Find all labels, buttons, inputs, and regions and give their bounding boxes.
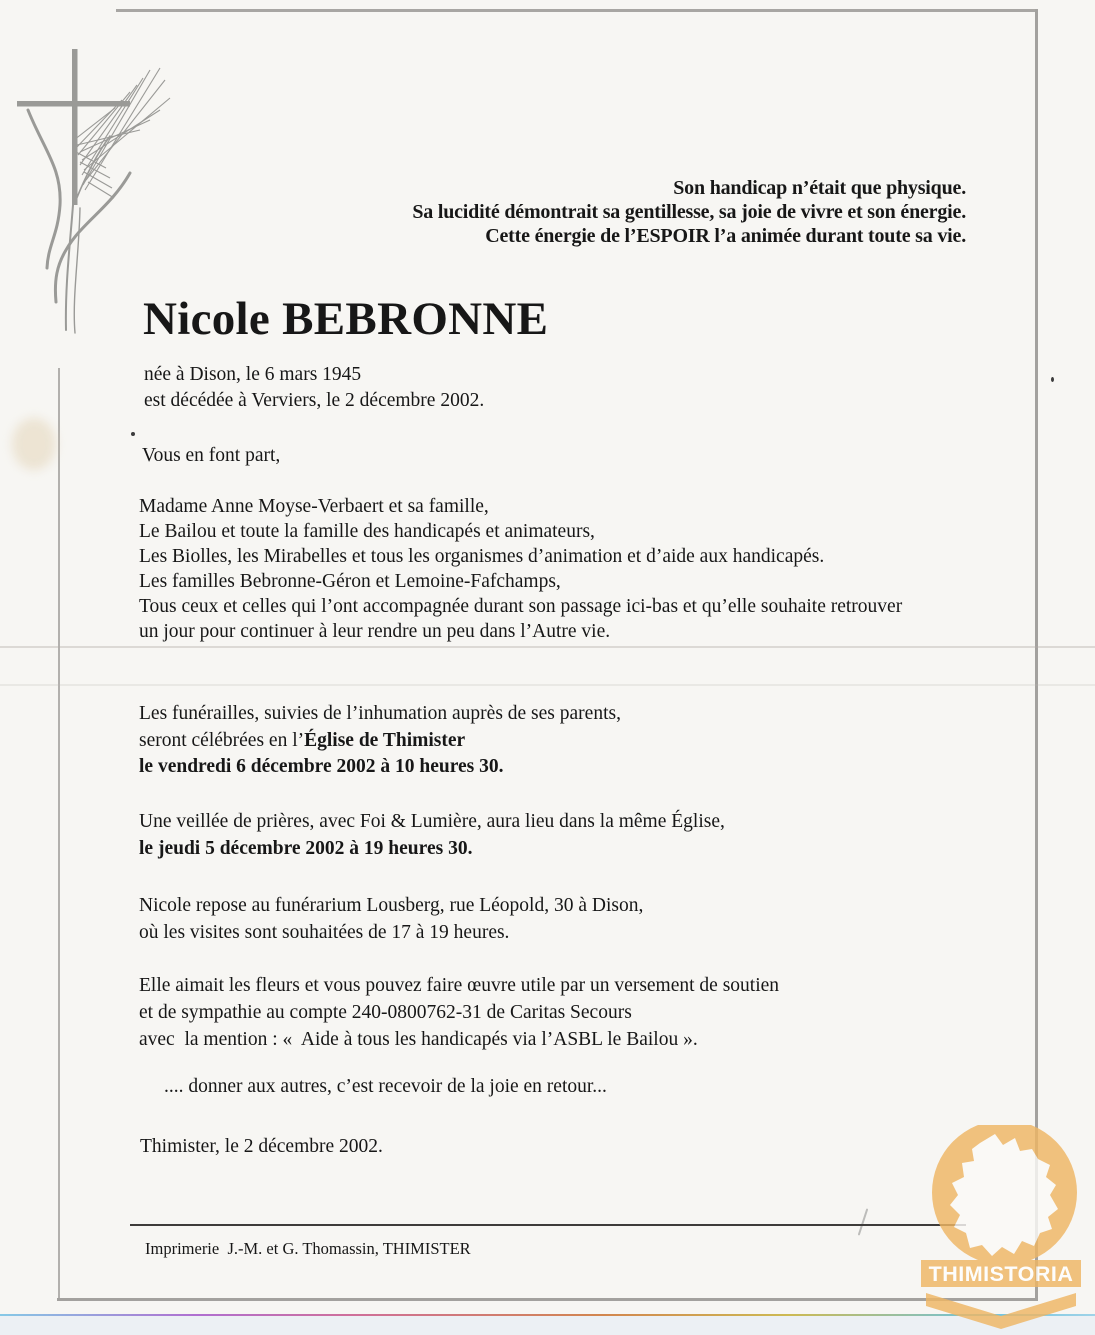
donation-line: et de sympathie au compte 240-0800762-31 de Caritas Secours bbox=[139, 1001, 632, 1023]
funeral-line-regular: seront célébrées en l’ bbox=[139, 729, 305, 751]
mourner-line: Le Bailou et toute la famille des handicapés et animateurs, bbox=[139, 521, 595, 542]
quote-line: Cette énergie de l’ESPOIR l’a animée durant toute sa vie. bbox=[485, 225, 966, 247]
vigil-details bbox=[139, 808, 725, 862]
mourner-line: Tous ceux et celles qui l’ont accompagnée durant son passage ici-bas et qu’elle souhaite retrouver bbox=[139, 596, 903, 617]
footer-divider bbox=[130, 1224, 966, 1226]
card-bottom-edge bbox=[57, 1298, 1038, 1301]
closing-quote: .... donner aux autres, c’est recevoir de la joie en retour... bbox=[164, 1076, 607, 1097]
card-left-edge bbox=[58, 368, 60, 1298]
card-right-edge bbox=[1035, 9, 1038, 1301]
quote-line: Son handicap n’était que physique. bbox=[673, 177, 966, 199]
repose-line: Nicole repose au funérarium Lousberg, rue Léopold, 30 à Dison, bbox=[139, 895, 644, 916]
place-dateline: Thimister, le 2 décembre 2002. bbox=[140, 1136, 383, 1157]
mourner-line: Les familles Bebronne-Géron et Lemoine-Fafchamps, bbox=[139, 571, 561, 592]
vigil-date-bold: le jeudi 5 décembre 2002 à 19 heures 30. bbox=[139, 838, 473, 859]
vigil-line: Une veillée de prières, avec Foi & Lumière, aura lieu dans la même Église, bbox=[139, 811, 725, 832]
donation-line: avec la mention : « Aide à tous les handicapés via l’ASBL le Bailou ». bbox=[139, 1028, 698, 1050]
open-book-icon bbox=[926, 1293, 1076, 1329]
funeral-date-bold: le vendredi 6 décembre 2002 à 10 heures 30. bbox=[139, 756, 504, 777]
funeral-details bbox=[139, 701, 621, 781]
donation-line: Elle aimait les fleurs et vous pouvez faire œuvre utile par un versement de soutien bbox=[139, 975, 780, 996]
mourner-line: Madame Anne Moyse-Verbaert et sa famille, bbox=[139, 496, 489, 517]
ink-speck bbox=[1051, 377, 1054, 382]
paper-stain bbox=[12, 418, 56, 470]
funeral-line bbox=[139, 728, 621, 755]
repose-details bbox=[139, 893, 643, 947]
vital-dates bbox=[144, 362, 484, 414]
card-top-edge bbox=[116, 9, 1038, 12]
mourner-line: un jour pour continuer à leur rendre un peu dans l’Autre vie. bbox=[139, 621, 611, 642]
announcement-intro: Vous en font part, bbox=[142, 445, 281, 466]
birth-line: née à Dison, le 6 mars 1945 bbox=[144, 364, 362, 385]
deceased-name: Nicole BEBRONNE bbox=[143, 293, 549, 345]
watermark-label: THIMISTORIA bbox=[928, 1262, 1074, 1286]
death-line: est décédée à Verviers, le 2 décembre 2002. bbox=[144, 390, 485, 411]
thimistoria-watermark bbox=[920, 1125, 1082, 1335]
funeral-church-bold: Église de Thimister bbox=[304, 729, 466, 751]
quote-line: Sa lucidité démontrait sa gentillesse, sa joie de vivre et son énergie. bbox=[412, 201, 966, 223]
ink-speck bbox=[131, 432, 135, 436]
fold-crease bbox=[0, 684, 1095, 686]
donation-details bbox=[139, 973, 779, 1053]
scan-scratch-mark bbox=[858, 1208, 869, 1235]
fold-crease bbox=[0, 646, 1095, 648]
epitaph-quote bbox=[412, 176, 966, 248]
wheat-ear bbox=[74, 68, 170, 198]
funeral-line: Les funérailles, suivies de l’inhumation auprès de ses parents, bbox=[139, 703, 621, 724]
printer-credit: Imprimerie J.-M. et G. Thomassin, THIMISTER bbox=[145, 1239, 471, 1258]
repose-line: où les visites sont souhaitées de 17 à 19 heures. bbox=[139, 921, 510, 943]
mourner-line: Les Biolles, les Mirabelles et tous les organismes d’animation et d’aide aux handicapés. bbox=[139, 546, 825, 567]
mourners-list bbox=[139, 494, 902, 644]
